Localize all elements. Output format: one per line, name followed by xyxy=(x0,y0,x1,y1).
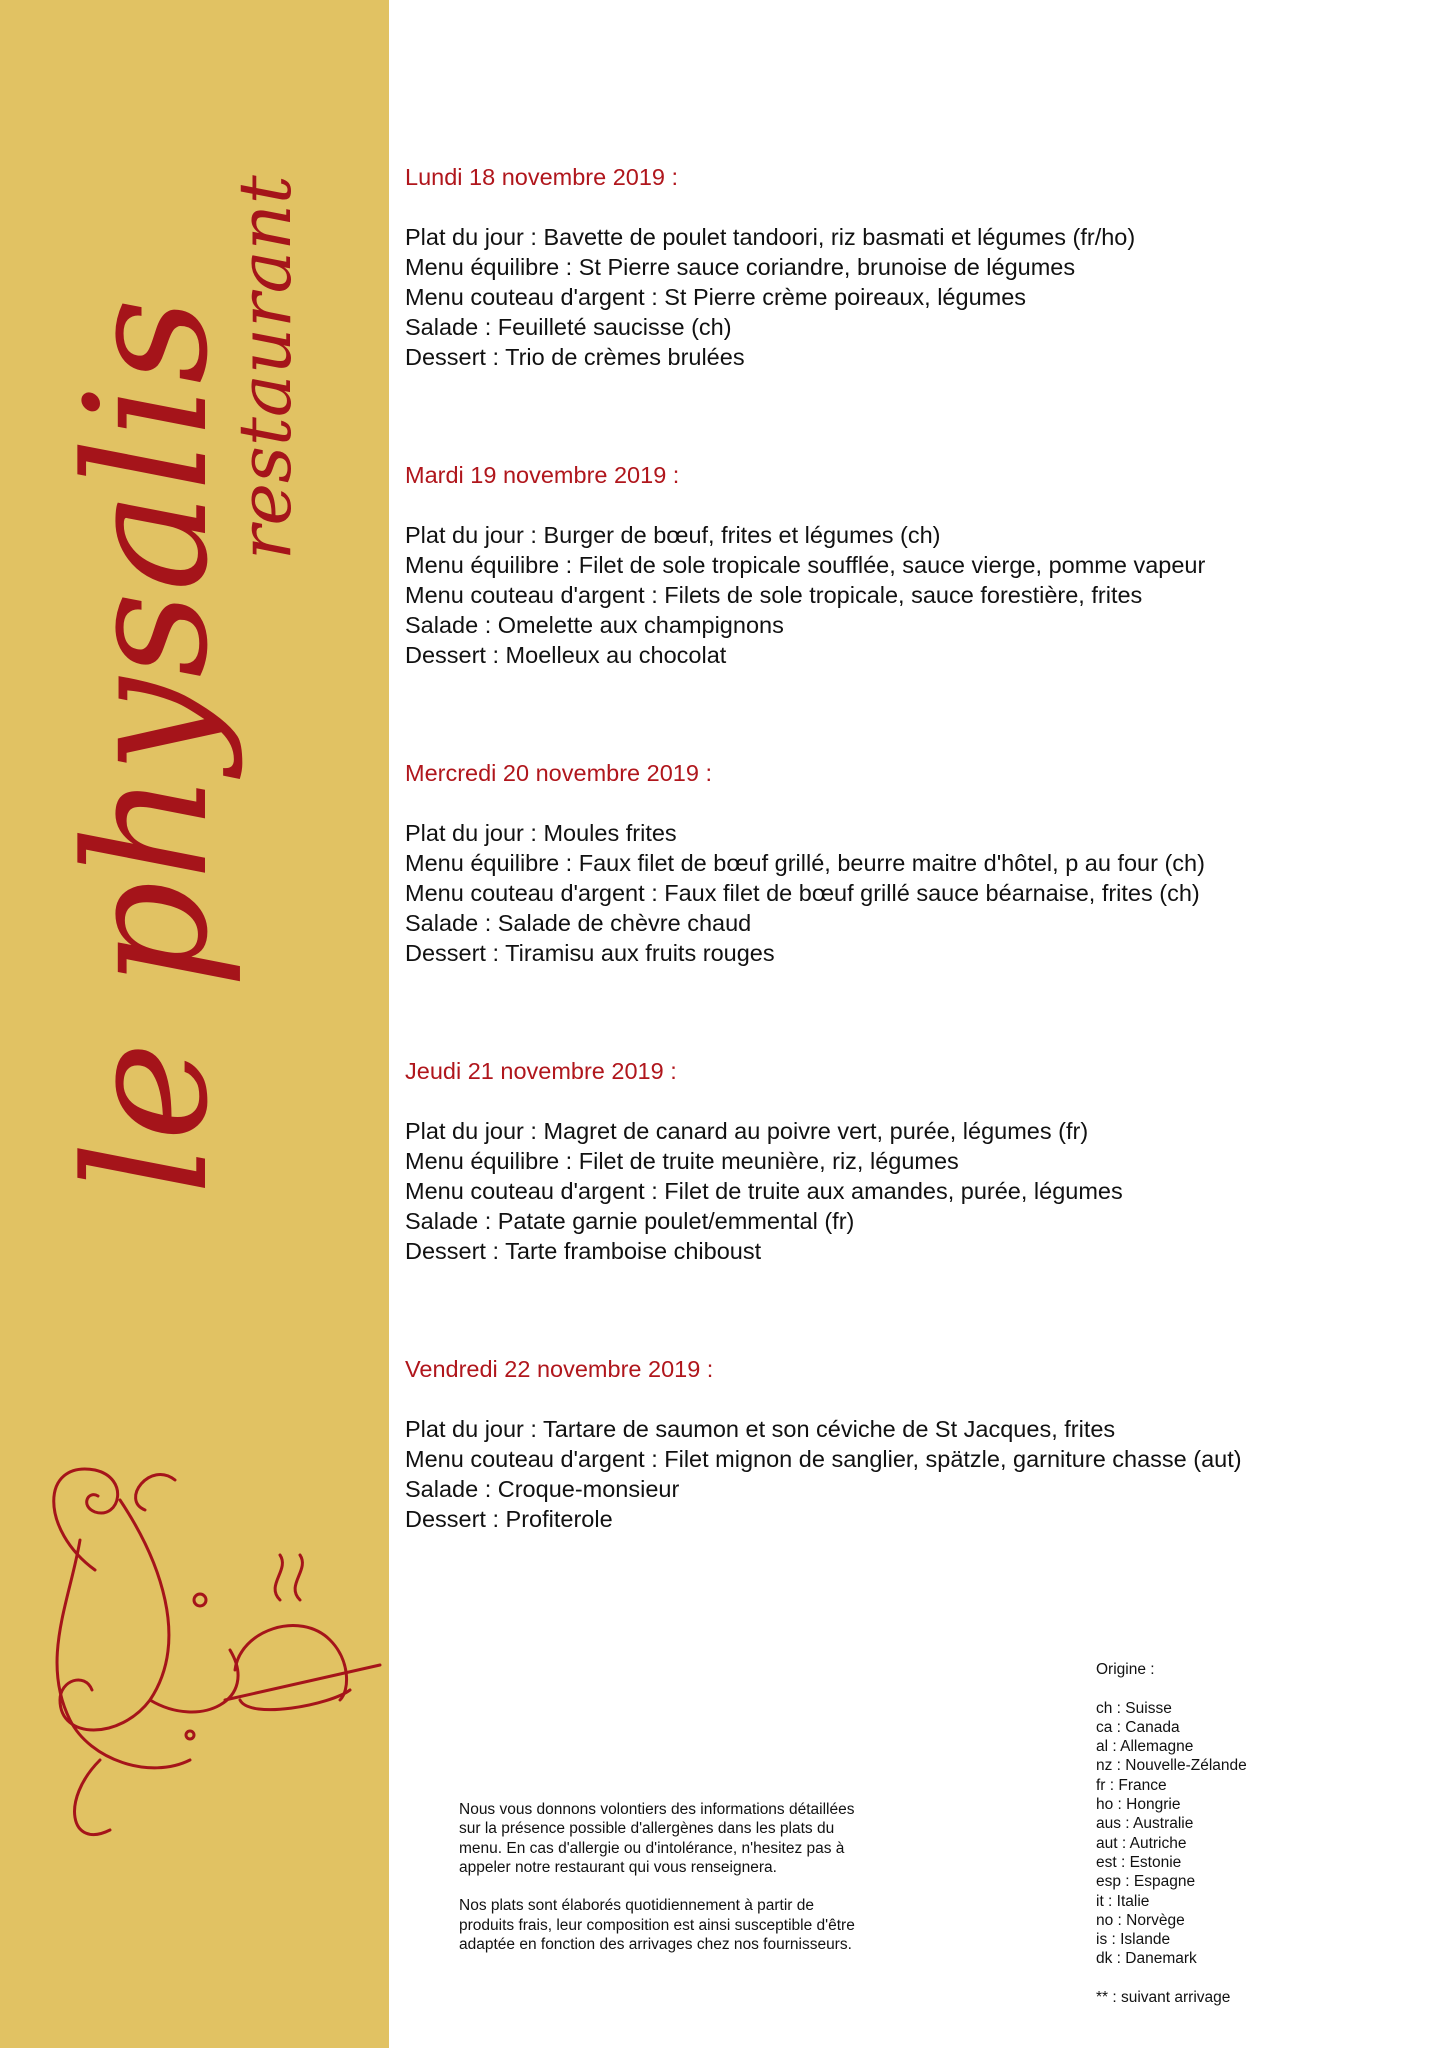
origin-item: is : Islande xyxy=(1096,1931,1171,1949)
origin-item: al : Allemagne xyxy=(1096,1738,1194,1756)
origin-item: est : Estonie xyxy=(1096,1853,1182,1871)
menu-line: Menu couteau d'argent : Filets de sole tropicale, sauce forestière, frites xyxy=(405,582,1143,608)
origin-title: Origine : xyxy=(1096,1661,1155,1678)
origin-item: ch : Suisse xyxy=(1096,1699,1172,1717)
logo-text: le physalis xyxy=(49,297,245,1195)
logo-subtitle: restaurant xyxy=(223,175,307,560)
menu-line: Menu équilibre : St Pierre sauce coriandre, brunoise de légumes xyxy=(405,254,1076,280)
info-line: menu. En cas d'allergie ou d'intolérance, n'hesitez pas à xyxy=(459,1839,845,1857)
info-line: appeler notre restaurant qui vous renseignera. xyxy=(459,1858,777,1876)
menu-line: Menu couteau d'argent : Faux filet de bœuf grillé sauce béarnaise, frites (ch) xyxy=(405,880,1200,906)
menu-line: Menu couteau d'argent : St Pierre crème poireaux, légumes xyxy=(405,284,1027,310)
info-line: adaptée en fonction des arrivages chez nos fournisseurs. xyxy=(459,1936,852,1954)
allergen-info xyxy=(459,1800,999,1974)
day-section xyxy=(405,1056,1123,1266)
info-line: Nos plats sont élaborés quotidiennement à partir de xyxy=(459,1897,814,1915)
menu-line: Dessert : Trio de crèmes brulées xyxy=(405,344,745,370)
fresh-products-paragraph xyxy=(459,1896,999,1954)
day-title: Mardi 19 novembre 2019 : xyxy=(405,462,680,488)
menu-line: Dessert : Tarte framboise chiboust xyxy=(405,1238,762,1264)
origin-legend xyxy=(1096,1660,1247,2007)
menu-line: Dessert : Tiramisu aux fruits rouges xyxy=(405,940,775,966)
allergen-paragraph xyxy=(459,1800,999,1877)
menu-line: Salade : Croque-monsieur xyxy=(405,1476,680,1502)
day-title: Lundi 18 novembre 2019 : xyxy=(405,164,679,190)
day-section xyxy=(405,1354,1242,1534)
origin-item: no : Norvège xyxy=(1096,1911,1185,1929)
menu-line: Menu couteau d'argent : Filet de truite aux amandes, purée, légumes xyxy=(405,1178,1123,1204)
origin-item: ca : Canada xyxy=(1096,1718,1180,1736)
menu-line: Salade : Salade de chèvre chaud xyxy=(405,910,752,936)
origin-item: dk : Danemark xyxy=(1096,1950,1197,1968)
menu-line: Plat du jour : Moules frites xyxy=(405,820,677,846)
origin-item: ho : Hongrie xyxy=(1096,1796,1181,1814)
origin-item: esp : Espagne xyxy=(1096,1873,1196,1891)
day-title: Vendredi 22 novembre 2019 : xyxy=(405,1356,714,1382)
day-title: Jeudi 21 novembre 2019 : xyxy=(405,1058,677,1084)
menu-line: Menu couteau d'argent : Filet mignon de sanglier, spätzle, garniture chasse (aut) xyxy=(405,1446,1242,1472)
info-line: Nous vous donnons volontiers des informations détaillées xyxy=(459,1801,855,1818)
logo xyxy=(0,0,389,2048)
day-section xyxy=(405,162,1135,372)
menu-line: Dessert : Profiterole xyxy=(405,1506,613,1532)
origin-item: aus : Australie xyxy=(1096,1815,1194,1833)
info-line: sur la présence possible d'allergènes dans les plats du xyxy=(459,1820,835,1838)
origin-item: it : Italie xyxy=(1096,1892,1150,1910)
day-section xyxy=(405,758,1205,968)
menu-line: Menu équilibre : Filet de sole tropicale soufflée, sauce vierge, pomme vapeur xyxy=(405,552,1206,578)
cloche-flourish-icon xyxy=(54,1469,380,1835)
brand-sidebar xyxy=(0,0,389,2048)
menu-line: Menu équilibre : Faux filet de bœuf grillé, beurre maitre d'hôtel, p au four (ch) xyxy=(405,850,1205,876)
day-title: Mercredi 20 novembre 2019 : xyxy=(405,760,712,786)
menu-line: Salade : Omelette aux champignons xyxy=(405,612,784,638)
info-line: produits frais, leur composition est ainsi susceptible d'être xyxy=(459,1916,855,1934)
origin-footnote: ** : suivant arrivage xyxy=(1096,1989,1231,2007)
menu-line: Menu équilibre : Filet de truite meunière, riz, légumes xyxy=(405,1148,959,1174)
origin-item: nz : Nouvelle-Zélande xyxy=(1096,1757,1247,1775)
menu-line: Dessert : Moelleux au chocolat xyxy=(405,642,727,668)
menu-line: Plat du jour : Tartare de saumon et son céviche de St Jacques, frites xyxy=(405,1416,1116,1442)
origin-item: aut : Autriche xyxy=(1096,1834,1187,1852)
origin-item: fr : France xyxy=(1096,1776,1167,1794)
menu-line: Plat du jour : Burger de bœuf, frites et légumes (ch) xyxy=(405,522,941,548)
menu-line: Plat du jour : Bavette de poulet tandoori, riz basmati et légumes (fr/ho) xyxy=(405,224,1136,250)
menu-line: Salade : Patate garnie poulet/emmental (fr) xyxy=(405,1208,855,1234)
day-section xyxy=(405,460,1205,670)
menu-line: Plat du jour : Magret de canard au poivre vert, purée, légumes (fr) xyxy=(405,1118,1089,1144)
menu-line: Salade : Feuilleté saucisse (ch) xyxy=(405,314,732,340)
